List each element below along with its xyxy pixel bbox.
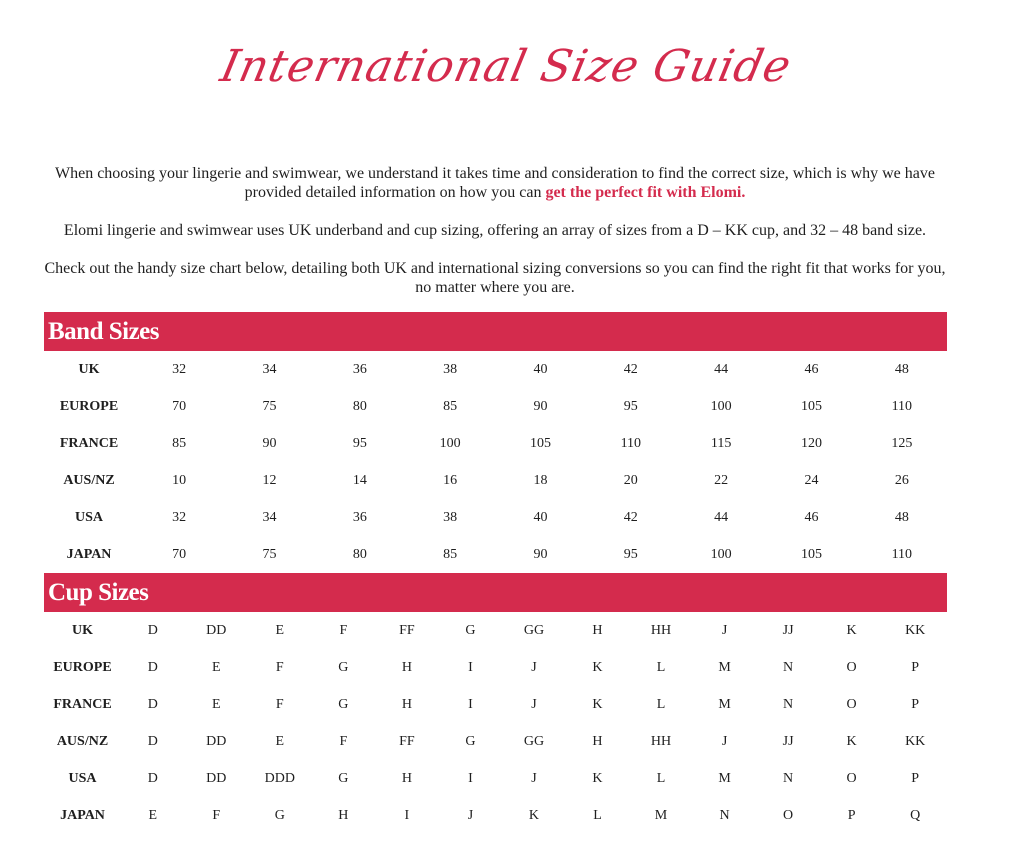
cup-size-cell: JJ [782, 622, 794, 638]
band-row-label: UK [78, 361, 100, 377]
band-size-cell: 105 [800, 546, 822, 562]
cup-size-cell: GG [523, 733, 545, 749]
cup-size-cell: HH [650, 733, 672, 749]
cup-size-cell: J [721, 733, 728, 749]
cup-size-cell: K [528, 807, 540, 823]
cup-size-cell: E [148, 807, 158, 823]
cup-size-cell: H [338, 807, 349, 823]
cup-size-cell: M [718, 770, 731, 786]
band-size-cell: 44 [714, 361, 729, 377]
cup-size-cell: G [274, 807, 285, 823]
band-size-cell: 46 [804, 509, 819, 525]
band-table-row [44, 351, 947, 388]
band-size-cell: 38 [443, 509, 458, 525]
cup-size-cell: J [531, 696, 537, 712]
cup-size-cell: D [147, 770, 158, 786]
cup-size-cell: K [592, 659, 603, 675]
cup-table-row [44, 686, 947, 723]
cup-size-cell: O [783, 807, 794, 823]
band-row-label: JAPAN [66, 546, 112, 562]
cup-size-cell: J [721, 622, 728, 638]
cup-size-cell: G [465, 733, 476, 749]
band-sizes-table [44, 351, 947, 573]
band-size-cell: 46 [804, 361, 819, 377]
band-size-cell: 100 [710, 546, 732, 562]
cup-table-row [44, 649, 947, 686]
cup-size-cell: I [468, 770, 473, 786]
band-row-label: AUS/NZ [63, 472, 115, 488]
band-sizes-header: Band Sizes [44, 312, 947, 351]
band-size-cell: 10 [172, 472, 187, 488]
band-size-cell: 42 [623, 361, 638, 377]
cup-size-cell: DD [206, 733, 227, 749]
band-size-cell: 120 [800, 435, 822, 451]
cup-size-cell: K [846, 733, 857, 749]
cup-size-cell: G [338, 770, 349, 786]
band-size-cell: 95 [623, 398, 638, 414]
cup-size-cell: L [656, 696, 666, 712]
cup-size-cell: O [846, 696, 857, 712]
cup-size-cell: E [212, 696, 221, 712]
cup-size-cell: KK [905, 733, 926, 749]
cup-size-cell: D [147, 733, 158, 749]
intro-paragraph-1 [40, 164, 950, 202]
band-size-cell: 110 [891, 398, 913, 414]
cup-size-cell: L [593, 807, 602, 823]
cup-size-cell: N [783, 770, 794, 786]
band-size-cell: 80 [352, 546, 367, 562]
band-size-cell: 110 [620, 435, 642, 451]
perfect-fit-link[interactable]: get the perfect fit with Elomi. [545, 184, 746, 201]
band-size-cell: 75 [262, 398, 277, 414]
cup-size-cell: D [147, 696, 158, 712]
cup-row-label: AUS/NZ [56, 733, 109, 749]
band-size-cell: 70 [172, 398, 187, 414]
band-size-cell: 32 [172, 509, 187, 525]
cup-size-cell: M [718, 659, 731, 675]
cup-size-cell: FF [399, 622, 415, 638]
cup-size-cell: I [468, 659, 473, 675]
band-size-cell: 85 [443, 398, 458, 414]
cup-size-cell: J [531, 659, 537, 675]
band-size-cell: 32 [172, 361, 187, 377]
cup-size-cell: Q [910, 807, 921, 823]
band-size-cell: 90 [262, 435, 277, 451]
band-table-row [44, 536, 947, 573]
cup-size-cell: J [531, 770, 537, 786]
cup-size-cell: N [783, 696, 794, 712]
intro-paragraph-3: Check out the handy size chart below, detailing both UK and international sizing conversions so you can find the right fit that works for you, no matter where you are. [44, 260, 946, 296]
cup-size-cell: P [847, 807, 856, 823]
cup-size-cell: H [401, 770, 412, 786]
band-size-cell: 125 [891, 435, 913, 451]
band-size-cell: 110 [891, 546, 913, 562]
cup-size-cell: L [656, 659, 666, 675]
band-size-cell: 26 [894, 472, 909, 488]
band-size-cell: 42 [623, 509, 638, 525]
cup-row-label: EUROPE [53, 659, 112, 675]
band-size-cell: 100 [439, 435, 461, 451]
cup-size-cell: O [846, 770, 857, 786]
cup-size-cell: L [656, 770, 666, 786]
cup-size-cell: H [401, 659, 412, 675]
cup-size-cell: GG [523, 622, 545, 638]
intro-paragraph-2: Elomi lingerie and swimwear uses UK underband and cup sizing, offering an array of sizes from a D – KK cup, and 32 – 48 band size. [63, 222, 927, 239]
cup-size-cell: I [468, 696, 473, 712]
band-size-cell: 80 [352, 398, 367, 414]
cup-table-row [44, 797, 947, 834]
band-size-cell: 40 [533, 509, 548, 525]
cup-size-cell: F [212, 807, 221, 823]
band-table-row [44, 388, 947, 425]
cup-size-cell: D [147, 622, 158, 638]
cup-size-cell: N [783, 659, 794, 675]
band-size-cell: 36 [352, 361, 367, 377]
cup-size-cell: DD [206, 622, 227, 638]
cup-size-cell: E [275, 622, 285, 638]
band-size-cell: 18 [533, 472, 548, 488]
cup-size-cell: P [911, 659, 920, 675]
band-size-cell: 90 [533, 546, 548, 562]
band-row-label: FRANCE [59, 435, 119, 451]
cup-size-cell: N [719, 807, 730, 823]
cup-size-cell: G [338, 659, 349, 675]
cup-size-cell: G [338, 696, 349, 712]
band-size-cell: 36 [352, 509, 367, 525]
band-size-cell: 12 [262, 472, 277, 488]
band-size-cell: 115 [710, 435, 732, 451]
cup-size-cell: F [275, 659, 284, 675]
cup-size-cell: F [275, 696, 284, 712]
cup-size-cell: J [467, 807, 474, 823]
band-size-cell: 48 [894, 361, 909, 377]
band-size-cell: 100 [710, 398, 732, 414]
band-size-cell: 34 [262, 361, 277, 377]
band-size-cell: 44 [714, 509, 729, 525]
band-size-cell: 90 [533, 398, 548, 414]
cup-size-cell: H [592, 622, 603, 638]
band-size-cell: 105 [529, 435, 551, 451]
cup-size-cell: I [404, 807, 410, 823]
band-size-cell: 85 [172, 435, 187, 451]
cup-size-cell: E [275, 733, 285, 749]
cup-size-cell: K [592, 696, 603, 712]
intro-text-1: When choosing your lingerie and swimwear, we understand it takes time and consideration to find the correct size, which is why we have provided detailed information on how you can [55, 165, 935, 201]
cup-table-row [44, 760, 947, 797]
cup-size-cell: F [339, 622, 348, 638]
cup-size-cell: P [911, 696, 920, 712]
cup-sizes-header: Cup Sizes [44, 573, 947, 612]
band-size-cell: 22 [714, 472, 729, 488]
band-size-cell: 40 [533, 361, 548, 377]
band-size-cell: 34 [262, 509, 277, 525]
band-row-label: USA [74, 509, 103, 525]
band-size-cell: 95 [352, 435, 367, 451]
cup-size-cell: O [846, 659, 857, 675]
band-size-cell: 24 [804, 472, 819, 488]
cup-size-cell: H [592, 733, 603, 749]
cup-size-cell: FF [399, 733, 415, 749]
band-size-cell: 16 [443, 472, 458, 488]
cup-size-cell: K [846, 622, 857, 638]
band-size-cell: 48 [894, 509, 909, 525]
band-size-cell: 70 [172, 546, 187, 562]
band-size-cell: 38 [443, 361, 458, 377]
cup-size-cell: M [654, 807, 668, 823]
cup-size-cell: F [339, 733, 348, 749]
band-table-row [44, 499, 947, 536]
cup-size-cell: K [592, 770, 603, 786]
cup-size-cell: P [911, 770, 920, 786]
cup-row-label: USA [68, 770, 97, 786]
band-size-cell: 85 [443, 546, 458, 562]
cup-table-row [44, 723, 947, 760]
cup-size-cell: KK [905, 622, 926, 638]
cup-row-label: UK [72, 622, 93, 638]
band-row-label: EUROPE [59, 398, 119, 414]
cup-size-cell: D [147, 659, 158, 675]
cup-size-cell: DDD [264, 770, 295, 786]
cup-size-cell: E [212, 659, 221, 675]
cup-size-cell: DD [206, 770, 227, 786]
cup-size-cell: JJ [782, 733, 794, 749]
page-title: International Size Guide [216, 41, 797, 92]
band-size-cell: 105 [800, 398, 822, 414]
cup-row-label: JAPAN [60, 807, 105, 823]
band-size-cell: 95 [623, 546, 638, 562]
band-size-cell: 14 [352, 472, 367, 488]
band-table-row [44, 425, 947, 462]
cup-size-cell: H [401, 696, 412, 712]
cup-table-row [44, 612, 947, 649]
cup-row-label: FRANCE [53, 696, 112, 712]
cup-size-cell: HH [650, 622, 672, 638]
band-table-row [44, 462, 947, 499]
cup-sizes-table [44, 612, 947, 834]
band-size-cell: 75 [262, 546, 277, 562]
cup-size-cell: G [465, 622, 476, 638]
cup-size-cell: M [718, 696, 731, 712]
band-size-cell: 20 [623, 472, 638, 488]
